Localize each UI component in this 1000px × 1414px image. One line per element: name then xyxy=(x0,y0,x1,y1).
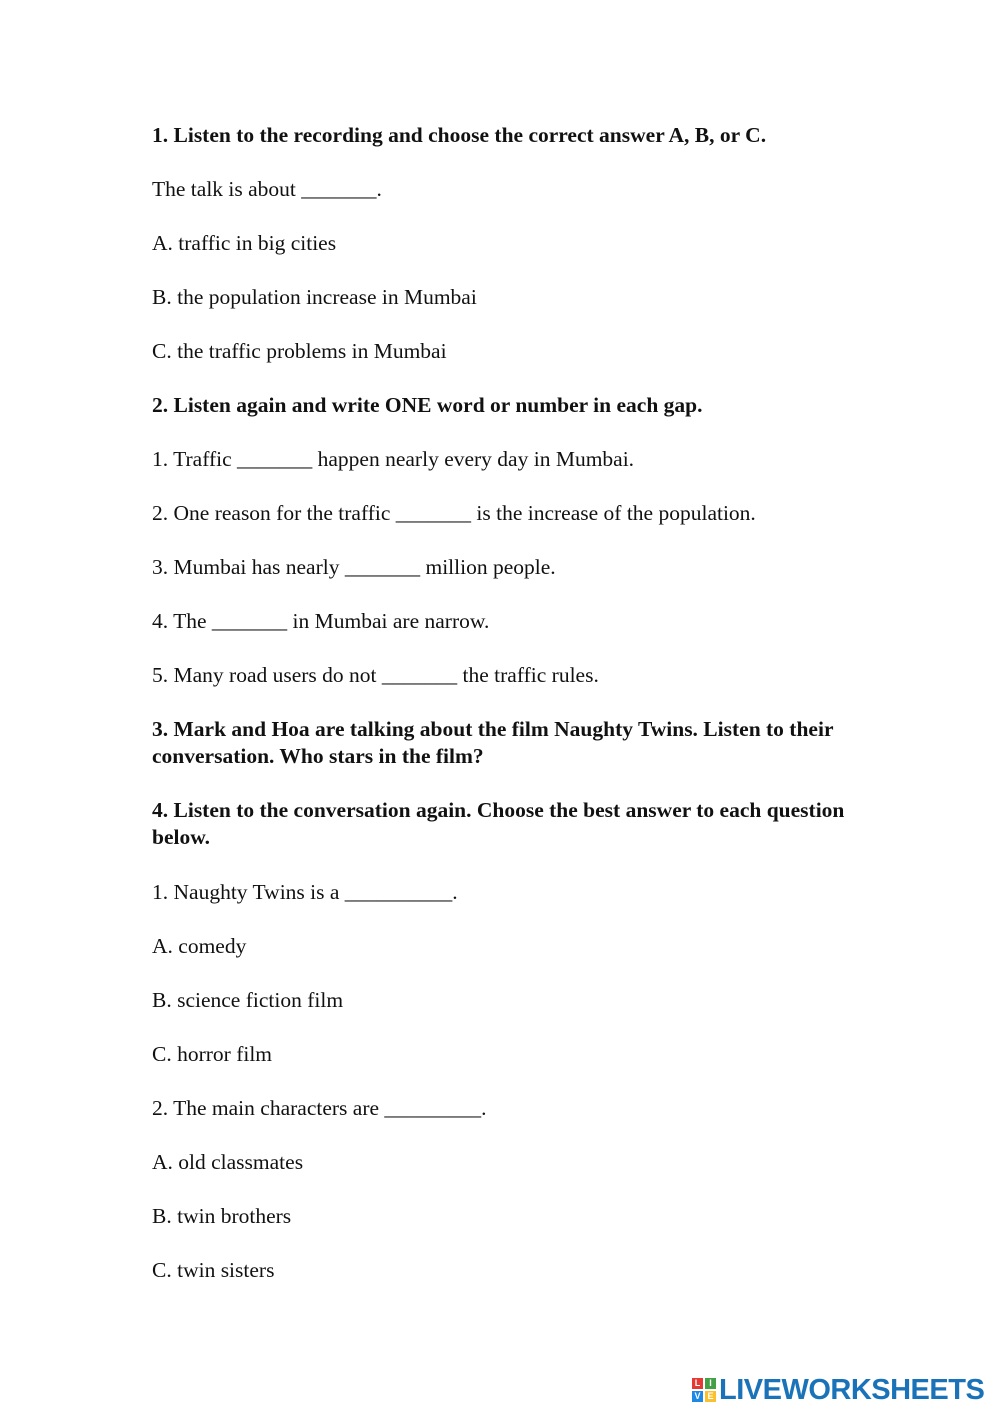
exercise-3-heading: 3. Mark and Hoa are talking about the film Naughty Twins. Listen to their conversation. Who stars in the film? xyxy=(152,717,834,768)
worksheet-page xyxy=(152,0,872,1414)
live-logo-icon xyxy=(692,1378,716,1402)
exercise-4-q2-option-b: B. twin brothers xyxy=(152,1204,292,1228)
exercise-4-q2-option-c: C. twin sisters xyxy=(152,1258,275,1282)
logo-letter-l: L xyxy=(692,1378,703,1389)
exercise-1-option-a: A. traffic in big cities xyxy=(152,231,337,255)
exercise-4-q1-option-b: B. science fiction film xyxy=(152,988,344,1012)
exercise-2-item-1: 1. Traffic _______ happen nearly every day in Mumbai. xyxy=(152,447,635,471)
exercise-4-heading: 4. Listen to the conversation again. Choose the best answer to each question below. xyxy=(152,798,845,849)
exercise-1-heading: 1. Listen to the recording and choose the correct answer A, B, or C. xyxy=(152,123,767,147)
exercise-4-q2-option-a: A. old classmates xyxy=(152,1150,304,1174)
exercise-2-item-4: 4. The _______ in Mumbai are narrow. xyxy=(152,609,490,633)
liveworksheets-logo[interactable] xyxy=(692,1373,984,1407)
exercise-2-item-5: 5. Many road users do not _______ the traffic rules. xyxy=(152,663,599,687)
exercise-1-option-c: C. the traffic problems in Mumbai xyxy=(152,339,447,363)
liveworksheets-brand-text: LIVEWORKSHEETS xyxy=(719,1374,985,1406)
exercise-4-q1-option-c: C. horror film xyxy=(152,1042,273,1066)
exercise-2-item-2: 2. One reason for the traffic _______ is the increase of the population. xyxy=(152,501,756,525)
exercise-4-question-2: 2. The main characters are _________. xyxy=(152,1096,487,1120)
exercise-2-item-3: 3. Mumbai has nearly _______ million people. xyxy=(152,555,556,579)
logo-letter-e: E xyxy=(705,1391,716,1402)
logo-letter-i: I xyxy=(705,1378,716,1389)
exercise-4-q1-option-a: A. comedy xyxy=(152,934,247,958)
exercise-4-question-1: 1. Naughty Twins is a __________. xyxy=(152,880,458,904)
exercise-1-question: The talk is about _______. xyxy=(152,177,382,201)
exercise-2-heading: 2. Listen again and write ONE word or number in each gap. xyxy=(152,393,703,417)
exercise-1-option-b: B. the population increase in Mumbai xyxy=(152,285,477,309)
logo-letter-v: V xyxy=(692,1391,703,1402)
